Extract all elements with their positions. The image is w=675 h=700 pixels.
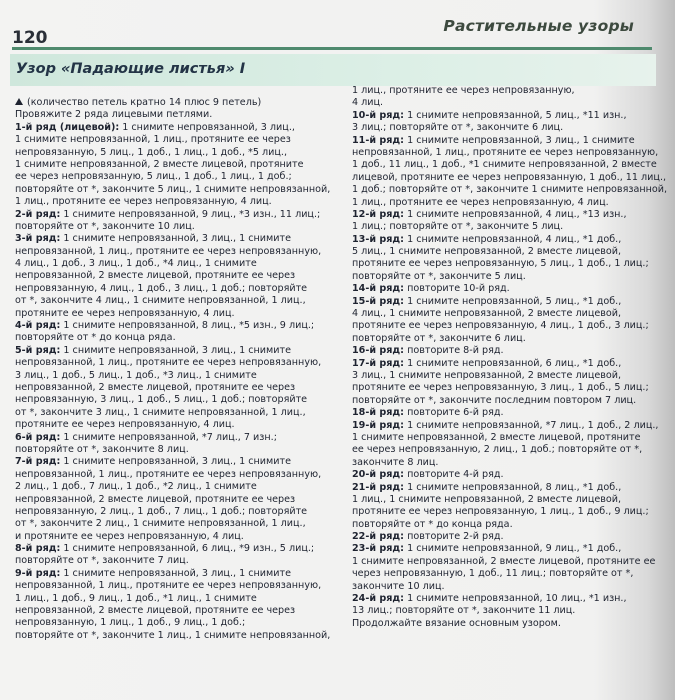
instruction-text: непровязанную, 5 лиц., 1 доб., 1 лиц., 1 доб., *5 лиц., (15, 146, 287, 158)
instruction-line (15, 469, 345, 481)
row-label: 12-й ряд: (352, 208, 405, 220)
instruction-text: повторите 10-й ряд. (404, 283, 510, 295)
instruction-text: 1 снимите непровязанной, 6 лиц., *1 доб., (404, 357, 622, 369)
instruction-line (15, 593, 345, 605)
row-label: 22-й ряд: (352, 531, 405, 543)
instruction-line (352, 420, 670, 432)
instruction-line (352, 618, 670, 630)
row-label: 19-й ряд: (352, 419, 405, 431)
row-label: 14-й ряд: (352, 283, 405, 295)
instruction-line (15, 580, 345, 592)
instruction-text: 13 лиц.; повторяйте от *, закончите 11 лиц. (352, 605, 576, 617)
row-label: 9-й ряд: (15, 567, 61, 579)
instruction-text: протяните ее через непровязанную, 3 лиц., 1 доб., 5 лиц.; (352, 382, 649, 394)
instruction-line (15, 258, 345, 270)
instruction-line (352, 221, 670, 233)
instruction-line (15, 283, 345, 295)
instruction-line (352, 345, 670, 357)
instruction-line (15, 270, 345, 282)
instruction-text: 4 лиц. (352, 97, 384, 109)
instruction-text: 1 снимите непровязанной, 8 лиц., *5 изн., 9 лиц.; (60, 320, 315, 332)
instruction-line (352, 469, 670, 481)
instructions-left-column (15, 97, 345, 642)
instruction-text: непровязанной, 1 лиц., протяните ее через непровязанную, (15, 357, 322, 369)
instruction-text: 1 лиц., протяните ее через непровязанную, 4 лиц. (352, 196, 609, 208)
instruction-line (15, 147, 345, 159)
instruction-line (352, 97, 670, 109)
instruction-text: 3 лиц., 1 доб., 5 лиц., 1 доб., *3 лиц., 1 снимите (15, 369, 257, 381)
instruction-line (15, 394, 345, 406)
instruction-text: 1 снимите непровязанной, *7 лиц., 1 доб., 2 лиц., (404, 419, 659, 431)
instruction-text: повторяйте от *, закончите 5 лиц., 1 снимите непровязанной, (15, 183, 331, 195)
instruction-text: непровязанной, 1 лиц., протяните ее через непровязанную, (15, 468, 322, 480)
instruction-line (15, 382, 345, 394)
instruction-line (15, 357, 345, 369)
instruction-line (15, 518, 345, 530)
instruction-text: непровязанной, 1 лиц., протяните ее через непровязанную, (352, 146, 659, 158)
instruction-line (15, 419, 345, 431)
row-label: 1-й ряд (лицевой): (15, 121, 120, 133)
instruction-line (15, 246, 345, 258)
row-label: 6-й ряд: (15, 431, 61, 443)
instruction-line (15, 320, 345, 332)
instruction-text: 1 доб., 11 лиц., 1 доб., *1 снимите непровязанной, 2 вместе (352, 159, 657, 171)
instruction-line (352, 593, 670, 605)
instruction-text: непровязанную, 4 лиц., 1 доб., 3 лиц., 1 доб.; повторяйте (15, 282, 308, 294)
instruction-text: 1 снимите непровязанной, 10 лиц., *1 изн., (404, 593, 627, 605)
instruction-text: 1 снимите непровязанной, 5 лиц., *11 изн., (404, 109, 627, 121)
row-label: 10-й ряд: (352, 109, 405, 121)
instruction-line (15, 370, 345, 382)
instruction-line (15, 506, 345, 518)
instruction-line (352, 320, 670, 332)
instruction-text: непровязанной, 2 вместе лицевой, протяните ее через (15, 605, 296, 617)
instruction-line (352, 581, 670, 593)
instruction-text: ее через непровязанную, 5 лиц., 1 доб., 1 лиц., 1 доб.; (15, 171, 292, 183)
instruction-line (352, 184, 670, 196)
instruction-text: 1 снимите непровязанной, 3 лиц., 1 снимите (60, 344, 292, 356)
row-label: 20-й ряд: (352, 469, 405, 481)
instruction-text: 1 снимите непровязанной, 3 лиц., (119, 121, 295, 133)
instruction-text: протяните ее через непровязанную, 4 лиц. (15, 307, 235, 319)
instruction-text: повторите 6-й ряд. (404, 407, 504, 419)
instruction-text: непровязанную, 2 лиц., 1 доб., 7 лиц., 1 доб.; повторяйте (15, 505, 308, 517)
page-number: 120 (12, 28, 48, 48)
instruction-line (352, 605, 670, 617)
instruction-text: непровязанной, 2 вместе лицевой, протяните ее через (15, 493, 296, 505)
instruction-line (15, 308, 345, 320)
instruction-line (352, 258, 670, 270)
instruction-line (15, 432, 345, 444)
instruction-text: 1 снимите непровязанной, 9 лиц., *1 доб., (404, 543, 622, 555)
instruction-text: непровязанной, 1 лиц., протяните ее через непровязанную, (15, 580, 322, 592)
instruction-line (15, 171, 345, 183)
instruction-text: повторяйте от *, закончите 8 лиц. (15, 443, 189, 455)
instruction-text: Продолжайте вязание основным узором. (352, 617, 561, 629)
pattern-title-bar (10, 54, 656, 86)
instruction-text: 1 снимите непровязанной, *7 лиц., 7 изн.; (60, 431, 277, 443)
instruction-text: непровязанной, 2 вместе лицевой, протяните ее через (15, 381, 296, 393)
row-label: 8-й ряд: (15, 543, 61, 555)
instruction-line (352, 333, 670, 345)
instruction-line (352, 209, 670, 221)
instruction-line (15, 617, 345, 629)
instruction-line (15, 456, 345, 468)
row-label: 11-й ряд: (352, 134, 405, 146)
instruction-text: 1 снимите непровязанной, 4 лиц., *13 изн., (404, 208, 627, 220)
row-label: 3-й ряд: (15, 233, 61, 245)
instruction-text: 1 снимите непровязанной, 3 лиц., 1 снимите (60, 567, 292, 579)
instruction-line (352, 296, 670, 308)
instruction-text: 3 лиц.; повторяйте от *, закончите 6 лиц. (352, 122, 564, 134)
instruction-text: протяните ее через непровязанную, 4 лиц., 1 доб., 3 лиц.; (352, 320, 649, 332)
instruction-text: через непровязанную, 1 доб., 11 лиц.; повторяйте от *, (352, 568, 634, 580)
instruction-line (352, 147, 670, 159)
instruction-text: 1 снимите непровязанной, 2 вместе лицевой, протяните (352, 431, 641, 443)
instruction-line (15, 159, 345, 171)
instruction-text: 1 снимите непровязанной, 9 лиц., *3 изн., 11 лиц.; (60, 208, 321, 220)
instruction-text: повторяйте от *, закончите 5 лиц. (352, 270, 526, 282)
instruction-text: 1 снимите непровязанной, 5 лиц., *1 доб., (404, 295, 622, 307)
instruction-line (15, 407, 345, 419)
instruction-line (15, 122, 345, 134)
instruction-text: и протяните ее через непровязанную, 4 лиц. (15, 530, 244, 542)
instruction-text: повторяйте от * до конца ряда. (352, 518, 513, 530)
page-header (12, 14, 652, 48)
instruction-text: 1 снимите непровязанной, 6 лиц., *9 изн., 5 лиц.; (60, 543, 315, 555)
instruction-line (15, 555, 345, 567)
instruction-text: повторите 2-й ряд. (404, 531, 504, 543)
pattern-title: Узор «Падающие листья» I (16, 61, 246, 77)
row-label: 13-й ряд: (352, 233, 405, 245)
instruction-text: протяните ее через непровязанную, 1 лиц., 1 доб., 9 лиц.; (352, 506, 649, 518)
instruction-line (352, 444, 670, 456)
instruction-line (15, 295, 345, 307)
instruction-line (352, 110, 670, 122)
instruction-text: 4 лиц., 1 снимите непровязанной, 2 вместе лицевой, (352, 308, 622, 320)
instruction-text: закончите 8 лиц. (352, 456, 439, 468)
instruction-line (15, 444, 345, 456)
row-label: 18-й ряд: (352, 407, 405, 419)
instruction-text: 1 лиц., протяните ее через непровязанную, 4 лиц. (15, 196, 272, 208)
instruction-line (352, 494, 670, 506)
instruction-line (15, 531, 345, 543)
instruction-line (15, 568, 345, 580)
row-label: 23-й ряд: (352, 543, 405, 555)
instruction-line (15, 345, 345, 357)
instruction-text: 1 доб.; повторяйте от *, закончите 1 снимите непровязанной, (352, 184, 668, 196)
instruction-line (352, 568, 670, 580)
instruction-text: от *, закончите 3 лиц., 1 снимите непровязанной, 1 лиц., (15, 406, 306, 418)
instruction-line (352, 506, 670, 518)
instruction-text: 1 снимите непровязанной, 3 лиц., 1 снимите (60, 233, 292, 245)
instruction-text: 4 лиц., 1 доб., 3 лиц., 1 доб., *4 лиц., 1 снимите (15, 258, 257, 270)
instruction-line (352, 432, 670, 444)
instruction-line (15, 184, 345, 196)
instruction-text: (количество петель кратно 14 плюс 9 петель) (27, 97, 262, 108)
instruction-line (15, 209, 345, 221)
row-label: 24-й ряд: (352, 593, 405, 605)
instruction-text: повторяйте от *, закончите 10 лиц. (15, 220, 195, 232)
instruction-line (15, 494, 345, 506)
header-rule (12, 47, 652, 50)
instruction-text: лицевой, протяните ее через непровязанную, 1 доб., 11 лиц., (352, 171, 667, 183)
instruction-line (15, 221, 345, 233)
instruction-text: протяните ее через непровязанную, 5 лиц., 1 доб., 1 лиц.; (352, 258, 649, 270)
row-label: 15-й ряд: (352, 295, 405, 307)
instruction-line (352, 197, 670, 209)
instruction-text: повторяйте от *, закончите 7 лиц. (15, 555, 189, 567)
instruction-text: 1 лиц., 1 доб., 9 лиц., 1 доб., *1 лиц., 1 снимите (15, 592, 257, 604)
instruction-text: непровязанную, 3 лиц., 1 доб., 5 лиц., 1 доб.; повторяйте (15, 394, 308, 406)
instruction-line (352, 172, 670, 184)
row-label: 7-й ряд: (15, 456, 61, 468)
instruction-text: 1 снимите непровязанной, 3 лиц., 1 снимите (60, 456, 292, 468)
instruction-text: 1 снимите непровязанной, 8 лиц., *1 доб., (404, 481, 622, 493)
instruction-text: 5 лиц., 1 снимите непровязанной, 2 вместе лицевой, (352, 246, 622, 258)
row-label: 2-й ряд: (15, 208, 61, 220)
instruction-line (352, 482, 670, 494)
instruction-text: повторяйте от *, закончите 6 лиц. (352, 332, 526, 344)
instruction-text: 1 лиц., протяните ее через непровязанную, (352, 85, 575, 96)
instruction-text: от *, закончите 4 лиц., 1 снимите непровязанной, 1 лиц., (15, 295, 306, 307)
instruction-line (352, 382, 670, 394)
instruction-line (352, 395, 670, 407)
instruction-line (352, 519, 670, 531)
instruction-text: закончите 10 лиц. (352, 580, 445, 592)
instruction-text: ее через непровязанную, 2 лиц., 1 доб.; повторяйте от *, (352, 444, 643, 456)
instruction-line (352, 234, 670, 246)
instruction-line (15, 481, 345, 493)
instruction-line (352, 308, 670, 320)
instruction-line (15, 630, 345, 642)
instruction-text: повторите 4-й ряд. (404, 469, 504, 481)
instruction-line (15, 196, 345, 208)
instructions-right-column (352, 85, 670, 630)
instruction-line (352, 122, 670, 134)
instruction-line (352, 271, 670, 283)
instruction-line (352, 407, 670, 419)
instruction-line (352, 246, 670, 258)
instruction-text: повторяйте от * до конца ряда. (15, 332, 176, 344)
instruction-text: протяните ее через непровязанную, 4 лиц. (15, 419, 235, 431)
instruction-text: 3 лиц., 1 снимите непровязанной, 2 вместе лицевой, (352, 369, 622, 381)
instruction-line (15, 605, 345, 617)
instruction-text: непровязанной, 1 лиц., протяните ее через непровязанную, (15, 245, 322, 257)
instruction-text: 1 снимите непровязанной, 2 вместе лицевой, протяните ее (352, 555, 656, 567)
instruction-text: повторяйте от *, закончите последним повтором 7 лиц. (352, 394, 637, 406)
instruction-text: 1 лиц.; повторяйте от *, закончите 5 лиц. (352, 221, 564, 233)
instruction-text: 1 снимите непровязанной, 3 лиц., 1 снимите (404, 134, 635, 146)
triangle-marker-icon (15, 98, 23, 105)
chapter-title: Растительные узоры (443, 17, 634, 35)
row-label: 16-й ряд: (352, 345, 405, 357)
instruction-line (15, 97, 345, 109)
instruction-line (15, 134, 345, 146)
instruction-line (352, 531, 670, 543)
instruction-text: 2 лиц., 1 доб., 7 лиц., 1 доб., *2 лиц., 1 снимите (15, 481, 257, 493)
instruction-line (352, 283, 670, 295)
instruction-text: 1 снимите непровязанной, 2 вместе лицевой, протяните (15, 158, 304, 170)
instruction-line (352, 556, 670, 568)
instruction-text: 1 снимите непровязанной, 4 лиц., *1 доб., (404, 233, 622, 245)
row-label: 17-й ряд: (352, 357, 405, 369)
instruction-text: повторите 8-й ряд. (404, 345, 504, 357)
instruction-line (352, 135, 670, 147)
instruction-line (15, 233, 345, 245)
instruction-text: Провяжите 2 ряда лицевыми петлями. (15, 109, 213, 121)
instruction-text: от *, закончите 2 лиц., 1 снимите непровязанной, 1 лиц., (15, 518, 306, 530)
instruction-text: непровязанной, 2 вместе лицевой, протяните ее через (15, 270, 296, 282)
instruction-line (15, 109, 345, 121)
instruction-line (352, 543, 670, 555)
instruction-line (352, 358, 670, 370)
instruction-line (352, 370, 670, 382)
instruction-line (15, 543, 345, 555)
row-label: 4-й ряд: (15, 320, 61, 332)
instruction-line (352, 457, 670, 469)
instruction-line (15, 332, 345, 344)
instruction-text: 1 лиц., 1 снимите непровязанной, 2 вместе лицевой, (352, 493, 622, 505)
instruction-line (352, 159, 670, 171)
instruction-text: 1 снимите непровязанной, 1 лиц., протяните ее через (15, 134, 291, 146)
row-label: 21-й ряд: (352, 481, 405, 493)
row-label: 5-й ряд: (15, 344, 61, 356)
instruction-text: непровязанную, 1 лиц., 1 доб., 9 лиц., 1 доб.; (15, 617, 246, 629)
instruction-text: повторяйте от *, закончите 1 лиц., 1 снимите непровязанной, (15, 629, 331, 641)
instruction-line (352, 85, 670, 97)
